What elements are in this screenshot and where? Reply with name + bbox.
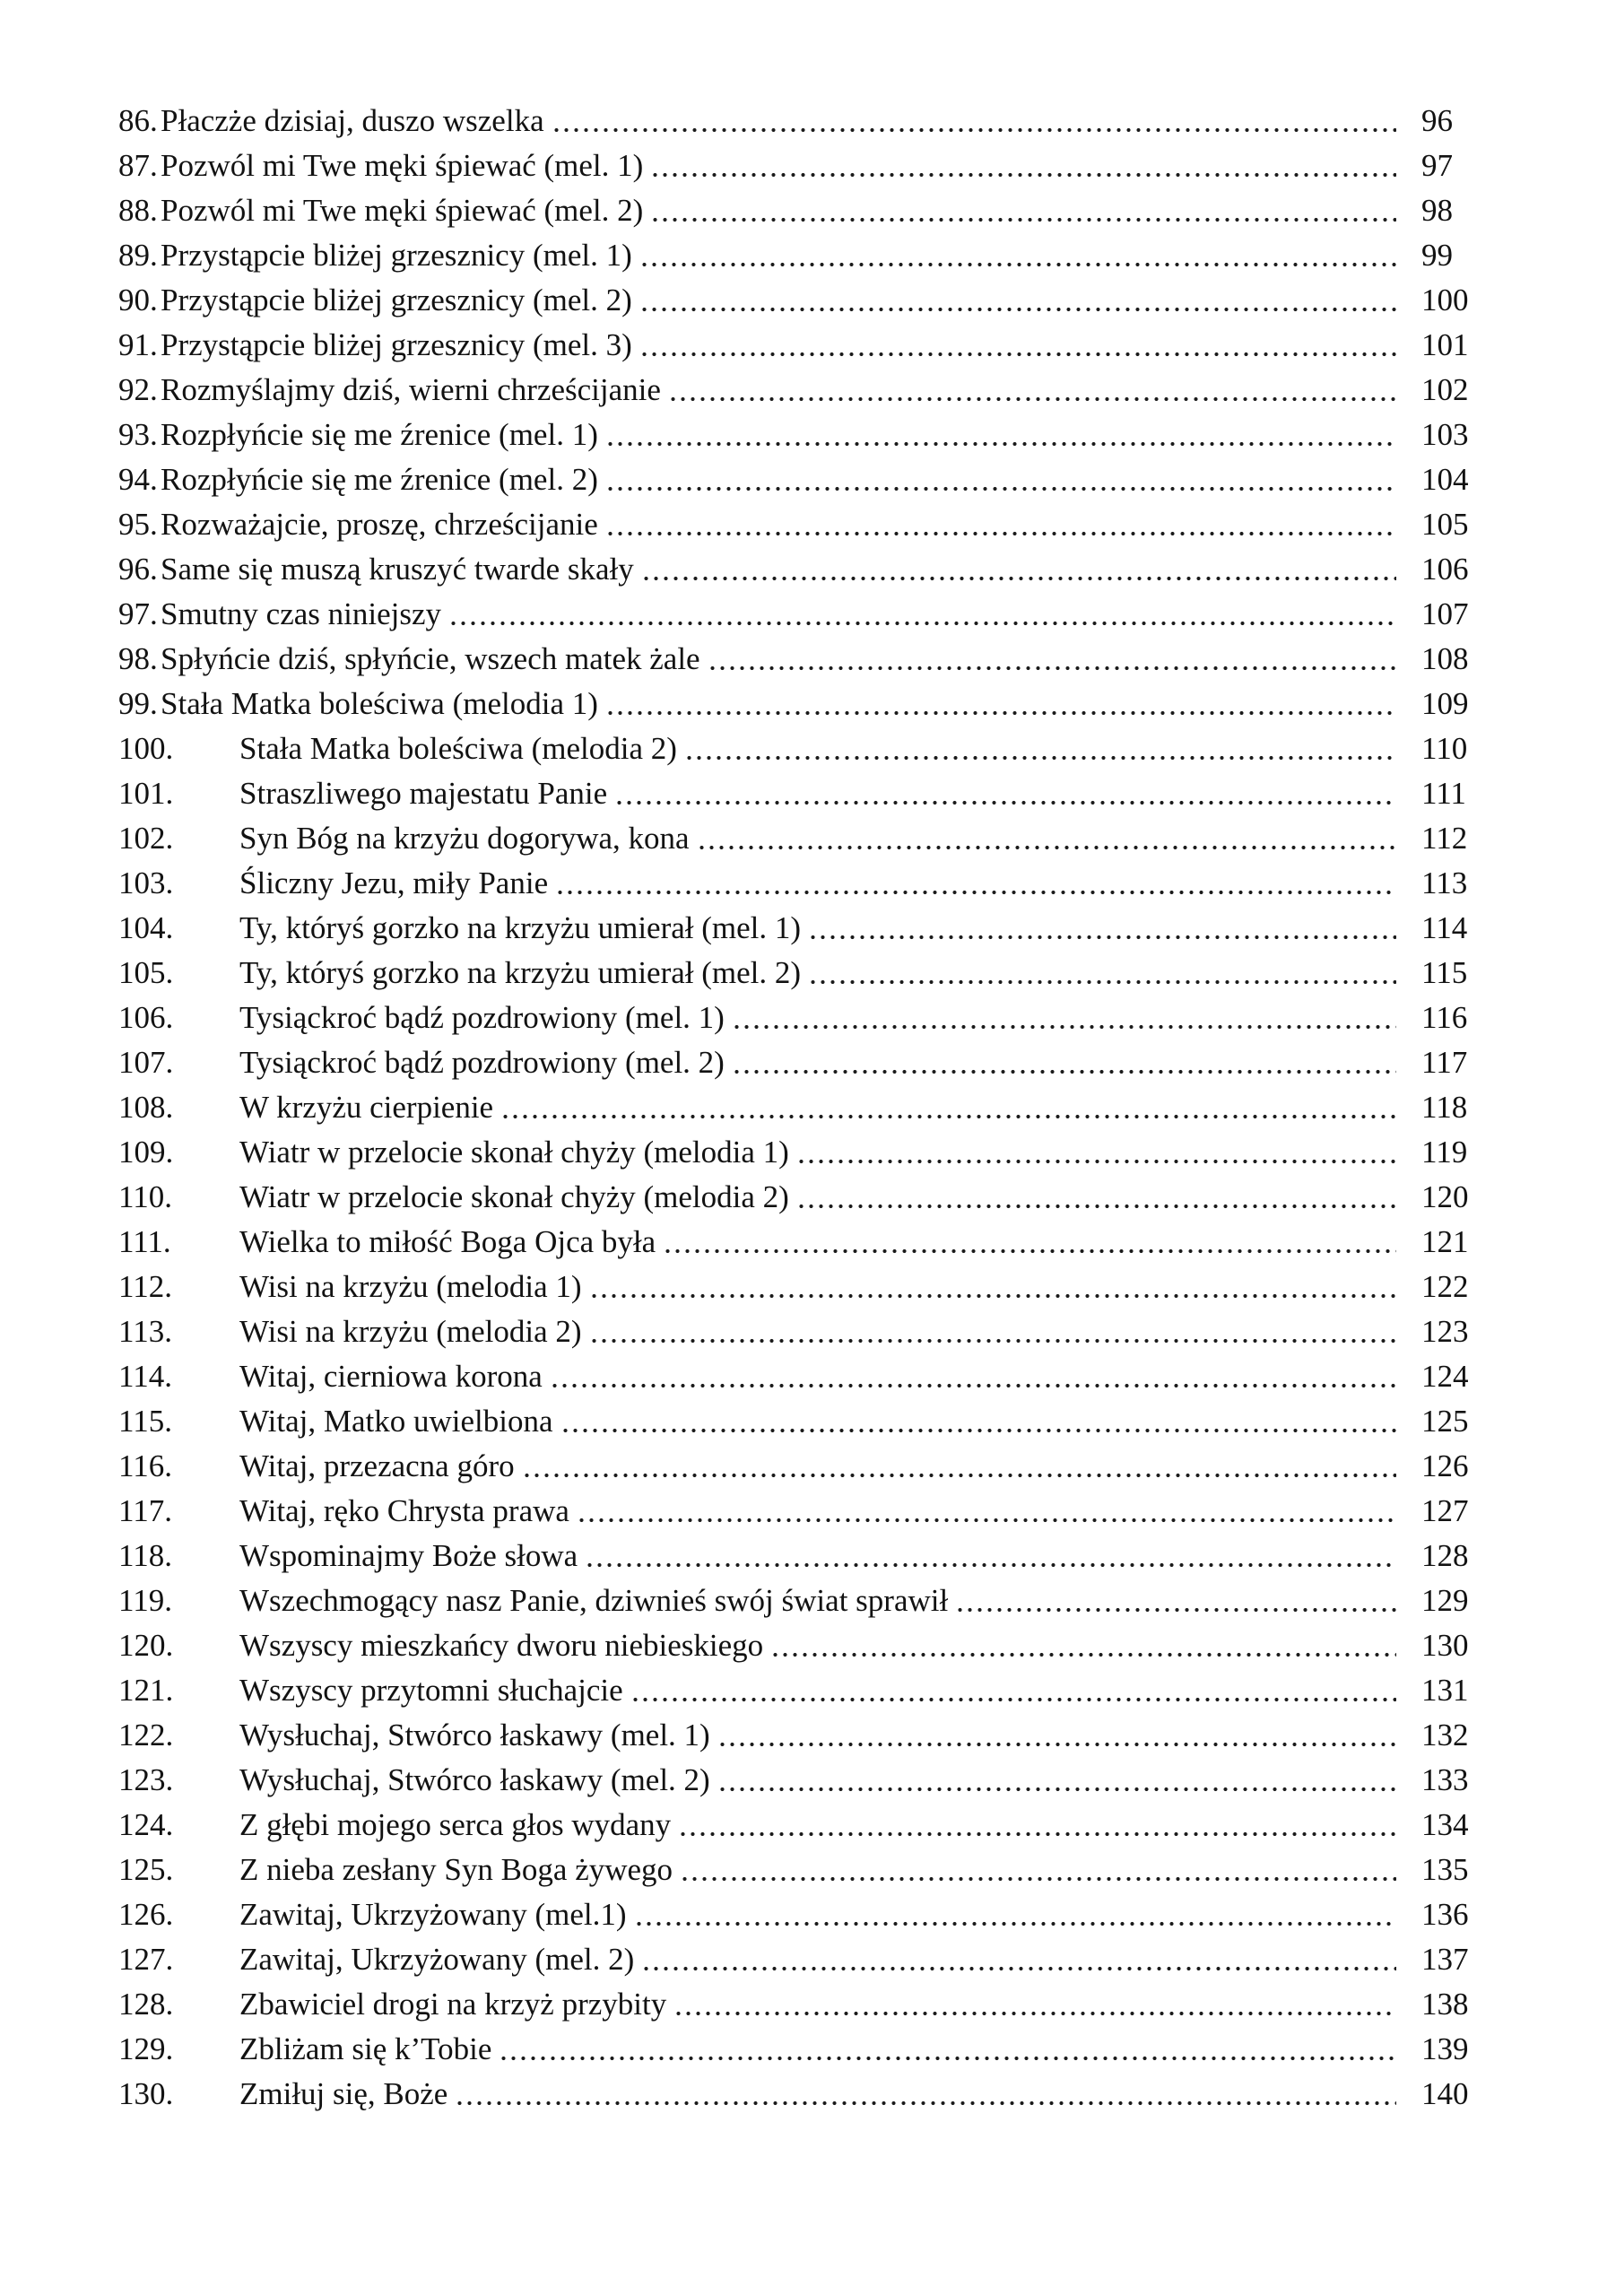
entry-page-number: 106 bbox=[1421, 552, 1469, 587]
entry-page-number: 97 bbox=[1421, 148, 1453, 183]
entry-page-number: 104 bbox=[1421, 462, 1469, 497]
entry-number: 124. bbox=[118, 1807, 174, 1842]
dot-leader bbox=[710, 637, 1396, 682]
entry-page-number: 123 bbox=[1421, 1314, 1469, 1349]
toc-entry bbox=[118, 1758, 1484, 1803]
toc-entry bbox=[118, 99, 1484, 144]
entry-number: 106. bbox=[118, 1000, 174, 1035]
entry-page-number: 100 bbox=[1421, 283, 1469, 317]
entry-page-number: 96 bbox=[1421, 103, 1453, 138]
toc-entry bbox=[118, 996, 1484, 1040]
toc-entry bbox=[118, 1175, 1484, 1220]
entry-number: 88. bbox=[118, 193, 158, 228]
entry-title: Witaj, ręko Chrysta prawa bbox=[239, 1493, 569, 1528]
entry-title: Rozważajcie, proszę, chrześcijanie bbox=[161, 507, 598, 542]
entry-number: 98. bbox=[118, 641, 158, 676]
dot-leader bbox=[811, 906, 1396, 951]
entry-number: 109. bbox=[118, 1135, 174, 1170]
entry-number: 104. bbox=[118, 910, 174, 945]
entry-number: 110. bbox=[118, 1179, 172, 1214]
toc-entry bbox=[118, 592, 1484, 637]
dot-leader bbox=[608, 457, 1396, 502]
entry-title: Tysiąckroć bądź pozdrowiony (mel. 1) bbox=[239, 1000, 725, 1035]
toc-entry bbox=[118, 323, 1484, 368]
entry-title: Ty, któryś gorzko na krzyżu umierał (mel. 1) bbox=[239, 910, 802, 945]
entry-title: Wysłuchaj, Stwórco łaskawy (mel. 1) bbox=[239, 1718, 710, 1752]
dot-leader bbox=[525, 1444, 1396, 1489]
entry-number: 89. bbox=[118, 238, 158, 273]
entry-page-number: 125 bbox=[1421, 1404, 1469, 1439]
entry-number: 118. bbox=[118, 1538, 172, 1573]
entry-number: 103. bbox=[118, 865, 174, 900]
dot-leader bbox=[644, 547, 1396, 592]
entry-page-number: 98 bbox=[1421, 193, 1453, 228]
dot-leader bbox=[811, 951, 1396, 996]
toc-entry bbox=[118, 368, 1484, 413]
entry-page-number: 116 bbox=[1421, 1000, 1468, 1035]
toc-entry bbox=[118, 1354, 1484, 1399]
dot-leader bbox=[642, 278, 1396, 323]
entry-title: Smutny czas niniejszy bbox=[161, 596, 442, 631]
entry-page-number: 133 bbox=[1421, 1762, 1469, 1797]
entry-title: Pozwól mi Twe męki śpiewać (mel. 2) bbox=[161, 193, 644, 228]
toc-entry bbox=[118, 1713, 1484, 1758]
entry-page-number: 118 bbox=[1421, 1090, 1468, 1125]
toc-entry bbox=[118, 861, 1484, 906]
entry-page-number: 131 bbox=[1421, 1673, 1469, 1708]
entry-title: Wszyscy mieszkańcy dworu niebieskiego bbox=[239, 1628, 764, 1663]
entry-page-number: 138 bbox=[1421, 1987, 1469, 2022]
toc-entry bbox=[118, 771, 1484, 816]
entry-title: Zmiłuj się, Boże bbox=[239, 2076, 448, 2111]
toc-entry bbox=[118, 637, 1484, 682]
entry-page-number: 130 bbox=[1421, 1628, 1469, 1663]
entry-page-number: 126 bbox=[1421, 1448, 1469, 1483]
dot-leader bbox=[637, 1892, 1396, 1937]
dot-leader bbox=[734, 1040, 1396, 1085]
entry-page-number: 117 bbox=[1421, 1045, 1468, 1080]
entry-number: 115. bbox=[118, 1404, 172, 1439]
dot-leader bbox=[687, 726, 1396, 771]
toc-entry bbox=[118, 1892, 1484, 1937]
entry-page-number: 113 bbox=[1421, 865, 1468, 900]
entry-number: 86. bbox=[118, 103, 158, 138]
entry-page-number: 121 bbox=[1421, 1224, 1469, 1259]
entry-title: Stała Matka boleściwa (melodia 1) bbox=[161, 686, 598, 721]
entry-title: Wspominajmy Boże słowa bbox=[239, 1538, 578, 1573]
entry-title: Same się muszą kruszyć twarde skały bbox=[161, 552, 634, 587]
dot-leader bbox=[579, 1489, 1396, 1534]
entry-number: 113. bbox=[118, 1314, 172, 1349]
toc-entry bbox=[118, 726, 1484, 771]
entry-title: Zbawiciel drogi na krzyż przybity bbox=[239, 1987, 667, 2022]
entry-page-number: 101 bbox=[1421, 327, 1469, 362]
dot-leader bbox=[608, 502, 1396, 547]
entry-number: 99. bbox=[118, 686, 158, 721]
toc-entry bbox=[118, 1623, 1484, 1668]
toc-entry bbox=[118, 816, 1484, 861]
entry-title: Witaj, przezacna góro bbox=[239, 1448, 515, 1483]
dot-leader bbox=[773, 1623, 1396, 1668]
entry-title: Wiatr w przelocie skonał chyży (melodia 1) bbox=[239, 1135, 789, 1170]
toc-entry bbox=[118, 1085, 1484, 1130]
dot-leader bbox=[681, 1803, 1396, 1848]
entry-number: 122. bbox=[118, 1718, 174, 1752]
toc-entry bbox=[118, 1937, 1484, 1982]
entry-title: Wielka to miłość Boga Ojca była bbox=[239, 1224, 656, 1259]
entry-page-number: 136 bbox=[1421, 1897, 1469, 1932]
entry-page-number: 102 bbox=[1421, 372, 1469, 407]
entry-number: 127. bbox=[118, 1942, 174, 1977]
entry-number: 129. bbox=[118, 2031, 174, 2066]
entry-number: 92. bbox=[118, 372, 158, 407]
toc-entry bbox=[118, 1309, 1484, 1354]
entry-title: Tysiąckroć bądź pozdrowiony (mel. 2) bbox=[239, 1045, 725, 1080]
dot-leader bbox=[653, 144, 1396, 188]
entry-title: Spłyńcie dziś, spłyńcie, wszech matek żale bbox=[161, 641, 700, 676]
entry-title: Zbliżam się k’Tobie bbox=[239, 2031, 492, 2066]
entry-page-number: 111 bbox=[1421, 776, 1466, 811]
dot-leader bbox=[671, 368, 1396, 413]
dot-leader bbox=[642, 323, 1396, 368]
toc-entry bbox=[118, 682, 1484, 726]
entry-page-number: 103 bbox=[1421, 417, 1469, 452]
entry-number: 90. bbox=[118, 283, 158, 317]
entry-page-number: 128 bbox=[1421, 1538, 1469, 1573]
toc-entry bbox=[118, 413, 1484, 457]
entry-number: 117. bbox=[118, 1493, 172, 1528]
toc-entry bbox=[118, 547, 1484, 592]
dot-leader bbox=[799, 1130, 1396, 1175]
entry-title: Wszyscy przytomni słuchajcie bbox=[239, 1673, 623, 1708]
toc-entry bbox=[118, 1489, 1484, 1534]
entry-page-number: 99 bbox=[1421, 238, 1453, 273]
dot-leader bbox=[552, 1354, 1396, 1399]
entry-number: 126. bbox=[118, 1897, 174, 1932]
entry-title: Zawitaj, Ukrzyżowany (mel. 2) bbox=[239, 1942, 635, 1977]
toc-entry bbox=[118, 1803, 1484, 1848]
entry-number: 111. bbox=[118, 1224, 171, 1259]
entry-title: Stała Matka boleściwa (melodia 2) bbox=[239, 731, 677, 766]
entry-number: 96. bbox=[118, 552, 158, 587]
entry-number: 97. bbox=[118, 596, 158, 631]
toc-entry bbox=[118, 951, 1484, 996]
entry-title: Przystąpcie bliżej grzesznicy (mel. 3) bbox=[161, 327, 632, 362]
entry-page-number: 108 bbox=[1421, 641, 1469, 676]
dot-leader bbox=[799, 1175, 1396, 1220]
entry-number: 123. bbox=[118, 1762, 174, 1797]
entry-number: 105. bbox=[118, 955, 174, 990]
entry-number: 87. bbox=[118, 148, 158, 183]
toc-entry bbox=[118, 906, 1484, 951]
entry-number: 101. bbox=[118, 776, 174, 811]
entry-title: Śliczny Jezu, miły Panie bbox=[239, 865, 549, 900]
entry-page-number: 120 bbox=[1421, 1179, 1469, 1214]
entry-page-number: 105 bbox=[1421, 507, 1469, 542]
entry-title: Przystąpcie bliżej grzesznicy (mel. 2) bbox=[161, 283, 632, 317]
entry-title: Przystąpcie bliżej grzesznicy (mel. 1) bbox=[161, 238, 632, 273]
dot-leader bbox=[653, 188, 1396, 233]
toc-entry bbox=[118, 1444, 1484, 1489]
toc-entry bbox=[118, 2072, 1484, 2117]
dot-leader bbox=[563, 1399, 1397, 1444]
entry-page-number: 114 bbox=[1421, 910, 1468, 945]
toc-entry bbox=[118, 1040, 1484, 1085]
entry-number: 121. bbox=[118, 1673, 174, 1708]
entry-page-number: 135 bbox=[1421, 1852, 1469, 1887]
toc-entry bbox=[118, 1130, 1484, 1175]
toc-entry bbox=[118, 457, 1484, 502]
entry-number: 107. bbox=[118, 1045, 174, 1080]
dot-leader bbox=[451, 592, 1396, 637]
entry-number: 116. bbox=[118, 1448, 172, 1483]
toc-entry bbox=[118, 278, 1484, 323]
dot-leader bbox=[720, 1758, 1396, 1803]
entry-title: Wysłuchaj, Stwórco łaskawy (mel. 2) bbox=[239, 1762, 710, 1797]
entry-page-number: 134 bbox=[1421, 1807, 1469, 1842]
toc-entry bbox=[118, 502, 1484, 547]
dot-leader bbox=[608, 682, 1396, 726]
dot-leader bbox=[592, 1265, 1396, 1309]
dot-leader bbox=[587, 1534, 1396, 1578]
dot-leader bbox=[665, 1220, 1396, 1265]
toc-entry bbox=[118, 1220, 1484, 1265]
entry-number: 95. bbox=[118, 507, 158, 542]
entry-title: Straszliwego majestatu Panie bbox=[239, 776, 608, 811]
entry-page-number: 139 bbox=[1421, 2031, 1469, 2066]
toc-entry bbox=[118, 144, 1484, 188]
entry-page-number: 112 bbox=[1421, 821, 1468, 856]
entry-title: Ty, któryś gorzko na krzyżu umierał (mel. 2) bbox=[239, 955, 802, 990]
toc-entry bbox=[118, 2027, 1484, 2072]
entry-number: 91. bbox=[118, 327, 158, 362]
toc-entry bbox=[118, 1399, 1484, 1444]
entry-number: 112. bbox=[118, 1269, 172, 1304]
dot-leader bbox=[457, 2072, 1396, 2117]
toc-entry bbox=[118, 1534, 1484, 1578]
entry-title: Wisi na krzyżu (melodia 2) bbox=[239, 1314, 582, 1349]
entry-number: 130. bbox=[118, 2076, 174, 2111]
dot-leader bbox=[642, 233, 1396, 278]
entry-title: Wiatr w przelocie skonał chyży (melodia 2) bbox=[239, 1179, 789, 1214]
dot-leader bbox=[503, 1085, 1396, 1130]
dot-leader bbox=[592, 1309, 1396, 1354]
entry-page-number: 124 bbox=[1421, 1359, 1469, 1394]
toc-entry bbox=[118, 1668, 1484, 1713]
dot-leader bbox=[682, 1848, 1396, 1892]
toc-entry bbox=[118, 188, 1484, 233]
toc-list bbox=[118, 99, 1484, 2117]
dot-leader bbox=[699, 816, 1396, 861]
entry-title: Pozwól mi Twe męki śpiewać (mel. 1) bbox=[161, 148, 644, 183]
toc-entry bbox=[118, 1265, 1484, 1309]
entry-page-number: 140 bbox=[1421, 2076, 1469, 2111]
entry-page-number: 122 bbox=[1421, 1269, 1469, 1304]
dot-leader bbox=[734, 996, 1396, 1040]
dot-leader bbox=[633, 1668, 1396, 1713]
entry-title: Witaj, Matko uwielbiona bbox=[239, 1404, 553, 1439]
entry-page-number: 137 bbox=[1421, 1942, 1469, 1977]
dot-leader bbox=[501, 2027, 1396, 2072]
dot-leader bbox=[958, 1578, 1396, 1623]
entry-title: Rozpłyńcie się me źrenice (mel. 1) bbox=[161, 417, 598, 452]
entry-title: Zawitaj, Ukrzyżowany (mel.1) bbox=[239, 1897, 627, 1932]
entry-page-number: 109 bbox=[1421, 686, 1469, 721]
dot-leader bbox=[617, 771, 1396, 816]
toc-entry bbox=[118, 1578, 1484, 1623]
dot-leader bbox=[644, 1937, 1396, 1982]
entry-title: Syn Bóg na krzyżu dogorywa, kona bbox=[239, 821, 690, 856]
entry-number: 125. bbox=[118, 1852, 174, 1887]
entry-page-number: 127 bbox=[1421, 1493, 1469, 1528]
entry-number: 128. bbox=[118, 1987, 174, 2022]
dot-leader bbox=[554, 99, 1396, 144]
toc-entry bbox=[118, 1848, 1484, 1892]
entry-title: Z nieba zesłany Syn Boga żywego bbox=[239, 1852, 673, 1887]
entry-title: Z głębi mojego serca głos wydany bbox=[239, 1807, 672, 1842]
entry-title: Rozpłyńcie się me źrenice (mel. 2) bbox=[161, 462, 598, 497]
entry-number: 108. bbox=[118, 1090, 174, 1125]
entry-page-number: 107 bbox=[1421, 596, 1469, 631]
entry-number: 100. bbox=[118, 731, 174, 766]
entry-number: 119. bbox=[118, 1583, 172, 1618]
toc-entry bbox=[118, 233, 1484, 278]
entry-page-number: 110 bbox=[1421, 731, 1468, 766]
entry-title: Wszechmogący nasz Panie, dziwnieś swój świat sprawił bbox=[239, 1583, 949, 1618]
entry-title: W krzyżu cierpienie bbox=[239, 1090, 494, 1125]
entry-number: 114. bbox=[118, 1359, 172, 1394]
toc-entry bbox=[118, 1982, 1484, 2027]
entry-number: 120. bbox=[118, 1628, 174, 1663]
dot-leader bbox=[558, 861, 1396, 906]
entry-page-number: 129 bbox=[1421, 1583, 1469, 1618]
entry-page-number: 119 bbox=[1421, 1135, 1468, 1170]
dot-leader bbox=[720, 1713, 1396, 1758]
entry-title: Wisi na krzyżu (melodia 1) bbox=[239, 1269, 582, 1304]
entry-title: Płaczże dzisiaj, duszo wszelka bbox=[161, 103, 544, 138]
entry-title: Rozmyślajmy dziś, wierni chrześcijanie bbox=[161, 372, 661, 407]
entry-page-number: 132 bbox=[1421, 1718, 1469, 1752]
dot-leader bbox=[676, 1982, 1396, 2027]
entry-page-number: 115 bbox=[1421, 955, 1468, 990]
entry-number: 93. bbox=[118, 417, 158, 452]
entry-title: Witaj, cierniowa korona bbox=[239, 1359, 543, 1394]
dot-leader bbox=[608, 413, 1396, 457]
entry-number: 102. bbox=[118, 821, 174, 856]
entry-number: 94. bbox=[118, 462, 158, 497]
